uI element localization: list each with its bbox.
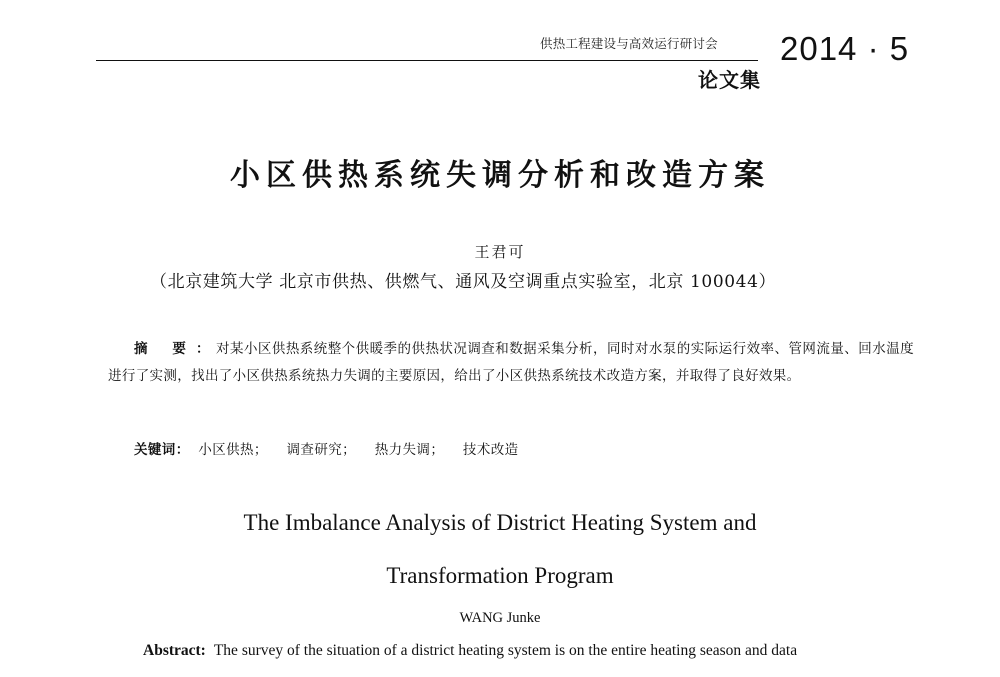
abstract-text-en: The survey of the situation of a district heating system is on the entire heating season and data (213, 642, 798, 659)
paper-title-en-line1: The Imbalance Analysis of District Heating System and (243, 510, 757, 535)
keyword: 小区供热； (198, 442, 268, 458)
collection-label: 论文集 (698, 68, 761, 92)
paper-title-cn: 小区供热系统失调分析和改造方案 (230, 158, 770, 193)
abstract-en (143, 642, 797, 660)
keywords-cn (134, 438, 529, 458)
abstract-cn: 摘 要： 对某小区供热系统整个供暖季的供热状况调查和数据采集分析，同时对水泵的实际运行效率、管网流量、回水温度进行了实测，找出了小区供热系统热力失调的主要原因，给出了小区供热系统技术改造方案，并取得了良好效果。 (108, 341, 915, 384)
paper-title-en-line2: Transformation Program (386, 563, 614, 588)
keyword: 调查研究； (286, 442, 357, 458)
keywords-label-cn: 关键词： (134, 442, 190, 458)
keyword: 热力失调； (374, 442, 445, 458)
header-rule (96, 60, 758, 61)
issue-number: 2014 · 5 (780, 30, 910, 67)
keyword: 技术改造 (462, 442, 519, 458)
abstract-text-cn: 对某小区供热系统整个供暖季的供热状况调查和数据采集分析，同时对水泵的实际运行效率、管网流量、回水温度进行了实测，找出了小区供热系统热力失调的主要原因，给出了小区供热系统技术改造方案，并取得了良好效果。 (108, 341, 915, 384)
conference-name: 供热工程建设与高效运行研讨会 (540, 36, 718, 51)
author-en: WANG Junke (459, 610, 541, 626)
abstract-label-cn: 摘 要 (134, 341, 197, 357)
author-cn: 王君可 (474, 243, 526, 261)
affiliation-cn: （北京建筑大学 北京市供热、供燃气、通风及空调重点实验室，北京 100044） (150, 272, 777, 292)
abstract-label-en: Abstract: (143, 642, 206, 659)
